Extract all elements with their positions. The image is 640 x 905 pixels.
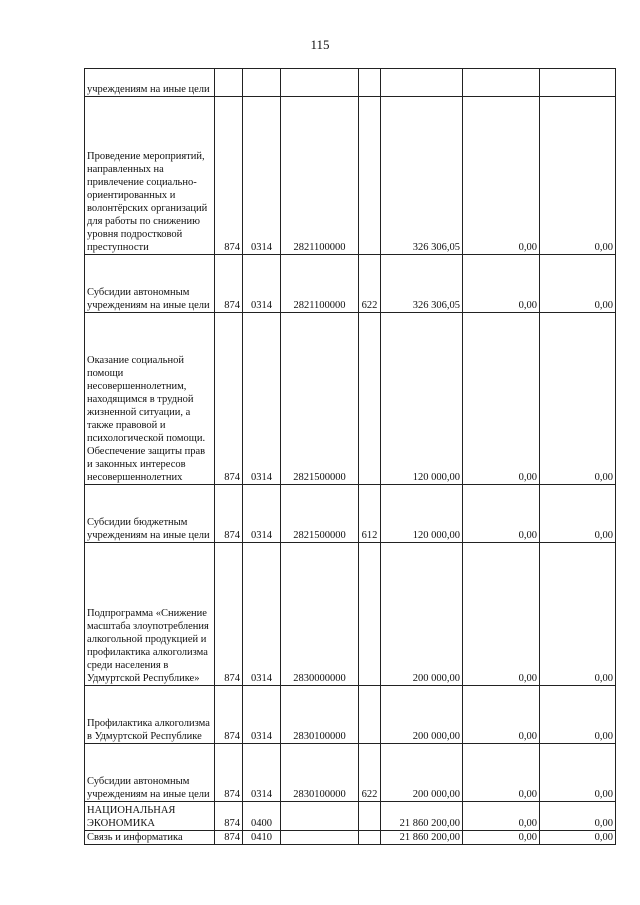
cell-amount-3: 0,00 [540, 686, 616, 744]
cell-target-article: 2821100000 [281, 255, 359, 313]
cell-name: Проведение мероприятий, направленных на привлечение социально-ориентированных и волонтёрских организаций для работы по снижению уровня подростковой преступности [85, 97, 215, 255]
cell-ved: 874 [215, 744, 243, 802]
cell-amount-2: 0,00 [463, 255, 540, 313]
cell-target-article: 2830000000 [281, 543, 359, 686]
cell-amount-2: 0,00 [463, 543, 540, 686]
cell-target-article [281, 831, 359, 845]
cell-expense-type [359, 97, 381, 255]
cell-amount-3: 0,00 [540, 744, 616, 802]
cell-name: Субсидии автономным учреждениям на иные цели [85, 255, 215, 313]
cell-ved: 874 [215, 831, 243, 845]
cell-section [243, 69, 281, 97]
table-row [85, 97, 616, 255]
cell-amount-3: 0,00 [540, 802, 616, 831]
cell-ved: 874 [215, 543, 243, 686]
cell-expense-type [359, 543, 381, 686]
cell-name: Субсидии бюджетным учреждениям на иные цели [85, 485, 215, 543]
cell-amount-1: 200 000,00 [381, 744, 463, 802]
cell-expense-type: 622 [359, 744, 381, 802]
cell-amount-3: 0,00 [540, 543, 616, 686]
cell-ved: 874 [215, 802, 243, 831]
cell-amount-1: 200 000,00 [381, 686, 463, 744]
cell-section: 0314 [243, 744, 281, 802]
cell-expense-type [359, 686, 381, 744]
cell-expense-type [359, 69, 381, 97]
cell-name: Связь и информатика [85, 831, 215, 845]
cell-name: Профилактика алкоголизма в Удмуртской Республике [85, 686, 215, 744]
budget-table [84, 68, 616, 845]
cell-section: 0314 [243, 543, 281, 686]
cell-amount-2: 0,00 [463, 831, 540, 845]
cell-expense-type [359, 831, 381, 845]
cell-amount-1: 326 306,05 [381, 97, 463, 255]
cell-amount-2: 0,00 [463, 485, 540, 543]
table-row [85, 802, 616, 831]
table-row [85, 69, 616, 97]
cell-amount-2: 0,00 [463, 97, 540, 255]
cell-amount-1: 200 000,00 [381, 543, 463, 686]
cell-ved: 874 [215, 255, 243, 313]
cell-target-article: 2830100000 [281, 744, 359, 802]
cell-expense-type [359, 313, 381, 485]
cell-section: 0314 [243, 97, 281, 255]
cell-amount-3 [540, 69, 616, 97]
table-row [85, 543, 616, 686]
cell-section: 0400 [243, 802, 281, 831]
cell-target-article [281, 69, 359, 97]
cell-amount-2: 0,00 [463, 313, 540, 485]
cell-amount-2: 0,00 [463, 744, 540, 802]
table-row [85, 485, 616, 543]
table-row [85, 686, 616, 744]
cell-ved: 874 [215, 313, 243, 485]
cell-name: Субсидии автономным учреждениям на иные цели [85, 744, 215, 802]
cell-ved [215, 69, 243, 97]
cell-amount-3: 0,00 [540, 255, 616, 313]
cell-target-article: 2821500000 [281, 313, 359, 485]
cell-amount-2 [463, 69, 540, 97]
table-row [85, 831, 616, 845]
cell-section: 0314 [243, 255, 281, 313]
cell-ved: 874 [215, 97, 243, 255]
cell-name: НАЦИОНАЛЬНАЯ ЭКОНОМИКА [85, 802, 215, 831]
cell-ved: 874 [215, 485, 243, 543]
cell-amount-1: 120 000,00 [381, 313, 463, 485]
table-row [85, 255, 616, 313]
cell-amount-1: 21 860 200,00 [381, 831, 463, 845]
cell-ved: 874 [215, 686, 243, 744]
cell-name: Оказание социальной помощи несовершеннолетним, находящимся в трудной жизненной ситуации, а также правовой и психологической помощи. Обеспечение защиты прав и законных интересов несовершеннолетних [85, 313, 215, 485]
cell-name: учреждениям на иные цели [85, 69, 215, 97]
cell-amount-1: 326 306,05 [381, 255, 463, 313]
cell-amount-2: 0,00 [463, 686, 540, 744]
cell-section: 0314 [243, 686, 281, 744]
cell-amount-2: 0,00 [463, 802, 540, 831]
cell-section: 0314 [243, 313, 281, 485]
cell-target-article: 2821500000 [281, 485, 359, 543]
cell-amount-3: 0,00 [540, 831, 616, 845]
cell-amount-3: 0,00 [540, 97, 616, 255]
table-row [85, 313, 616, 485]
cell-section: 0314 [243, 485, 281, 543]
cell-target-article: 2830100000 [281, 686, 359, 744]
cell-amount-1: 120 000,00 [381, 485, 463, 543]
cell-target-article: 2821100000 [281, 97, 359, 255]
cell-expense-type: 612 [359, 485, 381, 543]
cell-amount-3: 0,00 [540, 313, 616, 485]
cell-section: 0410 [243, 831, 281, 845]
table-row [85, 744, 616, 802]
cell-name: Подпрограмма «Снижение масштаба злоупотребления алкогольной продукцией и профилактика алкоголизма среди населения в Удмуртской Республике» [85, 543, 215, 686]
cell-expense-type: 622 [359, 255, 381, 313]
cell-expense-type [359, 802, 381, 831]
cell-target-article [281, 802, 359, 831]
cell-amount-3: 0,00 [540, 485, 616, 543]
cell-amount-1: 21 860 200,00 [381, 802, 463, 831]
cell-amount-1 [381, 69, 463, 97]
page-number: 115 [310, 37, 330, 52]
